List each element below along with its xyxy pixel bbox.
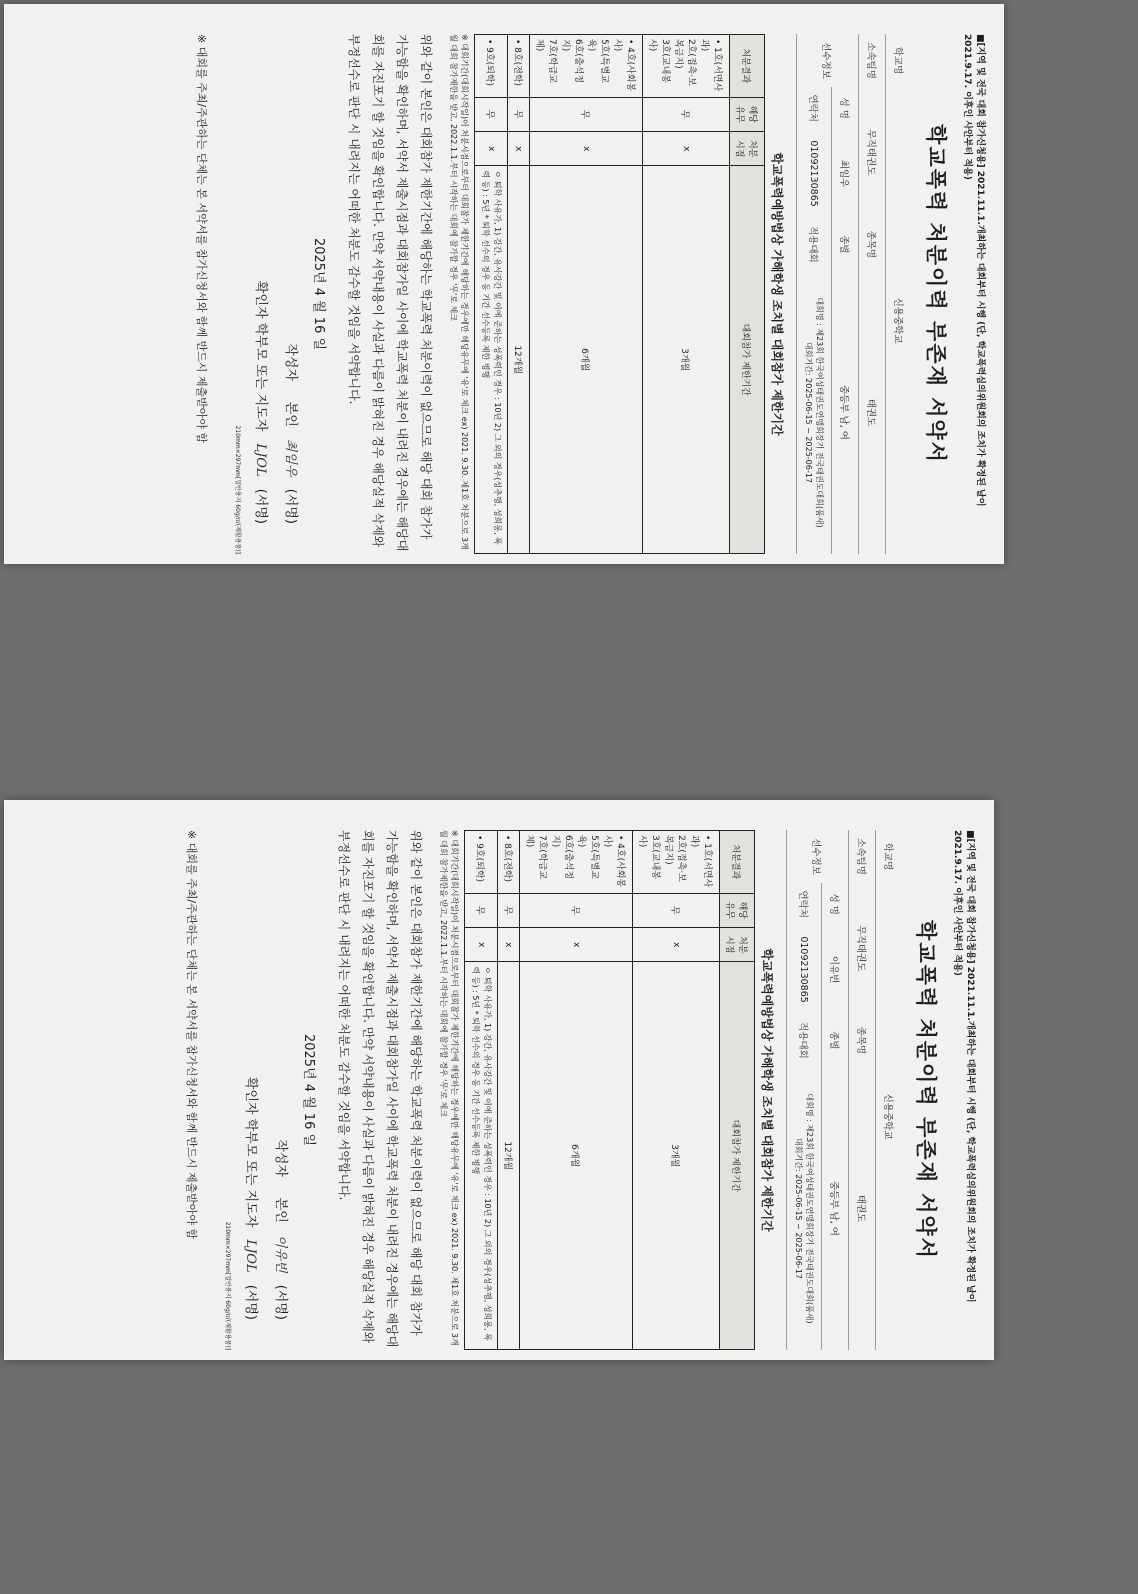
restriction-cell: 3개월 bbox=[643, 166, 730, 554]
athlete-info-table bbox=[786, 830, 902, 1350]
disposition-item: • 9호(퇴학) bbox=[474, 835, 485, 883]
category-label: 종별 bbox=[832, 218, 859, 271]
disposition-item: 5호(특별교육) bbox=[576, 835, 599, 880]
self-label: 본인 bbox=[283, 401, 298, 427]
table-row bbox=[643, 35, 730, 554]
name-value: 최임우 bbox=[832, 129, 859, 218]
restriction-cell: 12개월 bbox=[498, 962, 520, 1350]
form-title: 학교폭력 처분이력 부존재 서약서 bbox=[924, 124, 948, 464]
timing-cell: x bbox=[520, 928, 633, 962]
seal-mark: (서명) bbox=[253, 488, 268, 524]
contact-value: 01092130865 bbox=[797, 129, 832, 218]
disposition-cell bbox=[508, 35, 530, 98]
form-sheet-1 bbox=[4, 4, 1004, 564]
category-value: 중등부 남, 여 bbox=[822, 1067, 849, 1350]
category-label: 종별 bbox=[822, 1014, 849, 1067]
disposition-cell bbox=[520, 831, 633, 894]
author-label: 작성자 bbox=[283, 343, 298, 381]
table-header-cell: 처분시점 bbox=[720, 928, 755, 962]
restriction-cell: 6개월 bbox=[520, 962, 633, 1350]
table-row bbox=[530, 35, 643, 554]
restriction-table-body bbox=[475, 35, 730, 554]
event-value: 태권도 bbox=[849, 1067, 876, 1350]
disposition-item: 6호(출석정지) bbox=[550, 835, 573, 880]
timing-cell: x bbox=[530, 132, 643, 166]
table-row bbox=[633, 831, 720, 1350]
disposition-cell bbox=[643, 35, 730, 98]
applied-competition-label: 적용대회 bbox=[787, 1014, 822, 1067]
restriction-table-header bbox=[720, 831, 755, 1350]
timing-cell: x bbox=[498, 928, 520, 962]
applicable-cell: 무 bbox=[633, 893, 720, 927]
athlete-info-table bbox=[796, 34, 912, 554]
timing-cell: x bbox=[633, 928, 720, 962]
self-signature: 이유빈 bbox=[273, 1234, 288, 1273]
notice-text: ■[지역 및 전국 대회 참가신청용] 2021.11.1.개최하는 대회부터 시행 (단, 학교폭력심의위원회의 조치가 확정된 날이 2021.9.17. 이후인 사안부터 적용) bbox=[962, 34, 985, 507]
athlete-label: 선수정보 bbox=[797, 34, 859, 87]
contact-value: 01092130865 bbox=[787, 925, 822, 1014]
restriction-table-header bbox=[730, 35, 765, 554]
contact-label: 연락처 bbox=[787, 883, 822, 925]
table-row bbox=[465, 831, 498, 1350]
table-row bbox=[508, 35, 530, 554]
seal-mark: (서명) bbox=[273, 1284, 288, 1320]
event-label: 종목명 bbox=[849, 1014, 876, 1067]
disposition-cell bbox=[530, 35, 643, 98]
competition-name: 대회명 : 제23회 한국여성태권도연맹회장기 전국태권도대회(품새) bbox=[815, 297, 824, 528]
school-label: 학교명 bbox=[886, 34, 913, 87]
table-header-cell: 처분시점 bbox=[730, 132, 765, 166]
paper-spec: 210mm×297mm[일반용지 60g/㎡(재활용품)] bbox=[224, 1221, 231, 1350]
seal-mark: (서명) bbox=[243, 1284, 258, 1320]
guardian-signature: LJOL bbox=[243, 1239, 258, 1273]
restriction-cell: 12개월 bbox=[508, 166, 530, 554]
submission-footer: ※ 대회를 주최/주관하는 단체는 본 서약서를 참가신청서와 함께 반드시 제출받아야 함 bbox=[195, 34, 208, 444]
applicable-cell: 무 bbox=[498, 893, 520, 927]
competition-name: 대회명 : 제23회 한국여성태권도연맹회장기 전국태권도대회(품새) bbox=[805, 1093, 814, 1324]
form-title: 학교폭력 처분이력 부존재 서약서 bbox=[914, 920, 938, 1260]
disposition-item: 7호(학급교체) bbox=[534, 39, 557, 84]
restriction-cell: ㅇ 퇴학 사유가, 1) 강간, 유사강간 및 이에 준하는 성폭력인 경우 : 10년 2) 그 외의 경우(성추행, 성희롱, 폭력 등) : 5년 * 퇴학 선수의 경우 동 기간 선수등록 제한 병행 bbox=[475, 166, 508, 554]
author-label: 작성자 bbox=[273, 1139, 288, 1177]
competition-period: 대회기간: 2025-06-15 ~ 2025-06-17 bbox=[804, 342, 813, 483]
applicable-cell: 무 bbox=[520, 893, 633, 927]
footnote-text: ※ 대회기간(대회시작일)이 처분시점으로부터 대회참가 제한기간에 해당하는 경우에만 해당유무에 '유'로 체크 ex) 2021. 9.30. 제1호 처분으로 3개월 대회 참가제한을 받고, 2022.1.1.부터 시작하는 대회에 참가할 경우 '무'로 체크 bbox=[449, 34, 469, 550]
timing-cell: x bbox=[475, 132, 508, 166]
disposition-item: • 8호(전학) bbox=[502, 835, 512, 883]
pledge-form bbox=[184, 830, 976, 1350]
table-header-cell: 해당유무 bbox=[720, 893, 755, 927]
disposition-cell bbox=[465, 831, 498, 894]
table-header-cell: 해당유무 bbox=[730, 97, 765, 131]
disposition-item: • 1호(서면사과) bbox=[699, 39, 722, 92]
restriction-subtitle: 학교폭력예방법상 가해학생 조치별 대회참가 제한기간 bbox=[770, 152, 784, 436]
school-value: 신용중학교 bbox=[886, 87, 913, 554]
restriction-table bbox=[474, 34, 765, 554]
table-header-cell: 처분결과 bbox=[730, 35, 765, 98]
table-header-cell: 처분결과 bbox=[720, 831, 755, 894]
athlete-label: 선수정보 bbox=[787, 830, 849, 883]
applicable-cell: 무 bbox=[475, 97, 508, 131]
seal-mark: (서명) bbox=[283, 488, 298, 524]
applied-competition-label: 적용대회 bbox=[797, 218, 832, 271]
category-value: 중등부 남, 여 bbox=[832, 271, 859, 554]
disposition-item: 3호(교내봉사) bbox=[637, 835, 660, 880]
disposition-cell bbox=[633, 831, 720, 894]
disposition-item: • 1호(서면사과) bbox=[689, 835, 712, 888]
restriction-cell: 3개월 bbox=[633, 962, 720, 1350]
table-header-cell: 대회참가 제한기간 bbox=[730, 166, 765, 554]
school-value: 신용중학교 bbox=[876, 883, 903, 1350]
signature-block bbox=[245, 34, 305, 554]
self-label: 본인 bbox=[273, 1197, 288, 1223]
confirmer-label: 확인자 학부모 또는 지도자 bbox=[253, 280, 268, 432]
team-label: 소속팀명 bbox=[849, 830, 876, 883]
pledge-text: 위와 같이 본인은 대회참가 제한기간에 해당하는 학교폭력 처분이력이 없으므로 해당 대회 참가가 가능함을 확인하며, 서약서 제출시점과 대회참가일 사이에 학교폭력 처분이 내려진 경우에는 해당대회를 자진포기 할 것임을 확인합니다. 만약 서약내용이 사실과 다름이 밝혀진 경우 해당실적 삭제와 부정선수로 판단 시 내려지는 어떠한 처분도 감수할 것임을 서약합니다. bbox=[347, 34, 433, 552]
confirmer-label: 확인자 학부모 또는 지도자 bbox=[243, 1076, 258, 1228]
restriction-cell: 6개월 bbox=[530, 166, 643, 554]
table-row bbox=[520, 831, 633, 1350]
date-text: 2025년 4 월 16 일 bbox=[311, 237, 326, 351]
school-label: 학교명 bbox=[876, 830, 903, 883]
restriction-table-body bbox=[465, 831, 720, 1350]
event-label: 종목명 bbox=[859, 218, 886, 271]
pledge-form bbox=[194, 34, 986, 554]
submission-footer: ※ 대회를 주최/주관하는 단체는 본 서약서를 참가신청서와 함께 반드시 제출받아야 함 bbox=[185, 830, 198, 1240]
name-label: 성 명 bbox=[832, 87, 859, 129]
team-value: 무직태권도 bbox=[849, 883, 876, 1014]
applicable-cell: 무 bbox=[508, 97, 530, 131]
disposition-item: 2호(접촉·보복금지) bbox=[673, 39, 696, 86]
applicable-cell: 무 bbox=[530, 97, 643, 131]
name-label: 성 명 bbox=[822, 883, 849, 925]
disposition-item: 2호(접촉·보복금지) bbox=[663, 835, 686, 882]
disposition-item: 7호(학급교체) bbox=[524, 835, 547, 880]
event-value: 태권도 bbox=[859, 271, 886, 554]
table-header-cell: 대회참가 제한기간 bbox=[720, 962, 755, 1350]
disposition-item: • 9호(퇴학) bbox=[484, 39, 495, 87]
competition-period: 대회기간: 2025-06-15 ~ 2025-06-17 bbox=[794, 1138, 803, 1279]
contact-label: 연락처 bbox=[797, 87, 832, 129]
restriction-table bbox=[464, 830, 755, 1350]
guardian-signature: LJOL bbox=[253, 443, 268, 477]
footnote-text: ※ 대회기간(대회시작일)이 처분시점으로부터 대회참가 제한기간에 해당하는 경우에만 해당유무에 '유'로 체크 ex) 2021. 9.30. 제1호 처분으로 3개월 대회 참가제한을 받고, 2022.1.1.부터 시작하는 대회에 참가할 경우 '무'로 체크 bbox=[439, 830, 459, 1346]
paper-spec: 210mm×297mm[일반용지 60g/㎡(재활용품)] bbox=[234, 425, 241, 554]
self-signature: 최임우 bbox=[283, 438, 298, 477]
applicable-cell: 무 bbox=[465, 893, 498, 927]
disposition-cell bbox=[475, 35, 508, 98]
disposition-item: 6호(출석정지) bbox=[560, 39, 583, 84]
timing-cell: x bbox=[465, 928, 498, 962]
team-value: 무직태권도 bbox=[859, 87, 886, 218]
timing-cell: x bbox=[643, 132, 730, 166]
restriction-subtitle: 학교폭력예방법상 가해학생 조치별 대회참가 제한기간 bbox=[760, 948, 774, 1232]
pledge-text: 위와 같이 본인은 대회참가 제한기간에 해당하는 학교폭력 처분이력이 없으므로 해당 대회 참가가 가능함을 확인하며, 서약서 제출시점과 대회참가일 사이에 학교폭력 처분이 내려진 경우에는 해당대회를 자진포기 할 것임을 확인합니다. 만약 서약내용이 사실과 다름이 밝혀진 경우 해당실적 삭제와 부정선수로 판단 시 내려지는 어떠한 처분도 감수할 것임을 서약합니다. bbox=[337, 830, 423, 1348]
notice-text: ■[지역 및 전국 대회 참가신청용] 2021.11.1.개최하는 대회부터 시행 (단, 학교폭력심의위원회의 조치가 확정된 날이 2021.9.17. 이후인 사안부터 적용) bbox=[952, 830, 975, 1303]
table-row bbox=[475, 35, 508, 554]
table-row bbox=[498, 831, 520, 1350]
timing-cell: x bbox=[508, 132, 530, 166]
team-label: 소속팀명 bbox=[859, 34, 886, 87]
date-text: 2025년 4 월 16 일 bbox=[301, 1033, 316, 1147]
name-value: 이유빈 bbox=[822, 925, 849, 1014]
restriction-cell: ㅇ 퇴학 사유가, 1) 강간, 유사강간 및 이에 준하는 성폭력인 경우 : 10년 2) 그 외의 경우(성추행, 성희롱, 폭력 등) : 5년 * 퇴학 선수의 경우 동 기간 선수등록 제한 병행 bbox=[465, 962, 498, 1350]
disposition-cell bbox=[498, 831, 520, 894]
disposition-item: • 8호(전학) bbox=[512, 39, 522, 87]
applicable-cell: 무 bbox=[643, 97, 730, 131]
form-sheet-2 bbox=[4, 800, 994, 1360]
disposition-item: 3호(교내봉사) bbox=[647, 39, 670, 84]
signature-block bbox=[235, 830, 295, 1350]
disposition-item: 5호(특별교육) bbox=[586, 39, 609, 84]
disposition-item: • 4호(사회봉사) bbox=[612, 39, 635, 92]
disposition-item: • 4호(사회봉사) bbox=[602, 835, 625, 888]
